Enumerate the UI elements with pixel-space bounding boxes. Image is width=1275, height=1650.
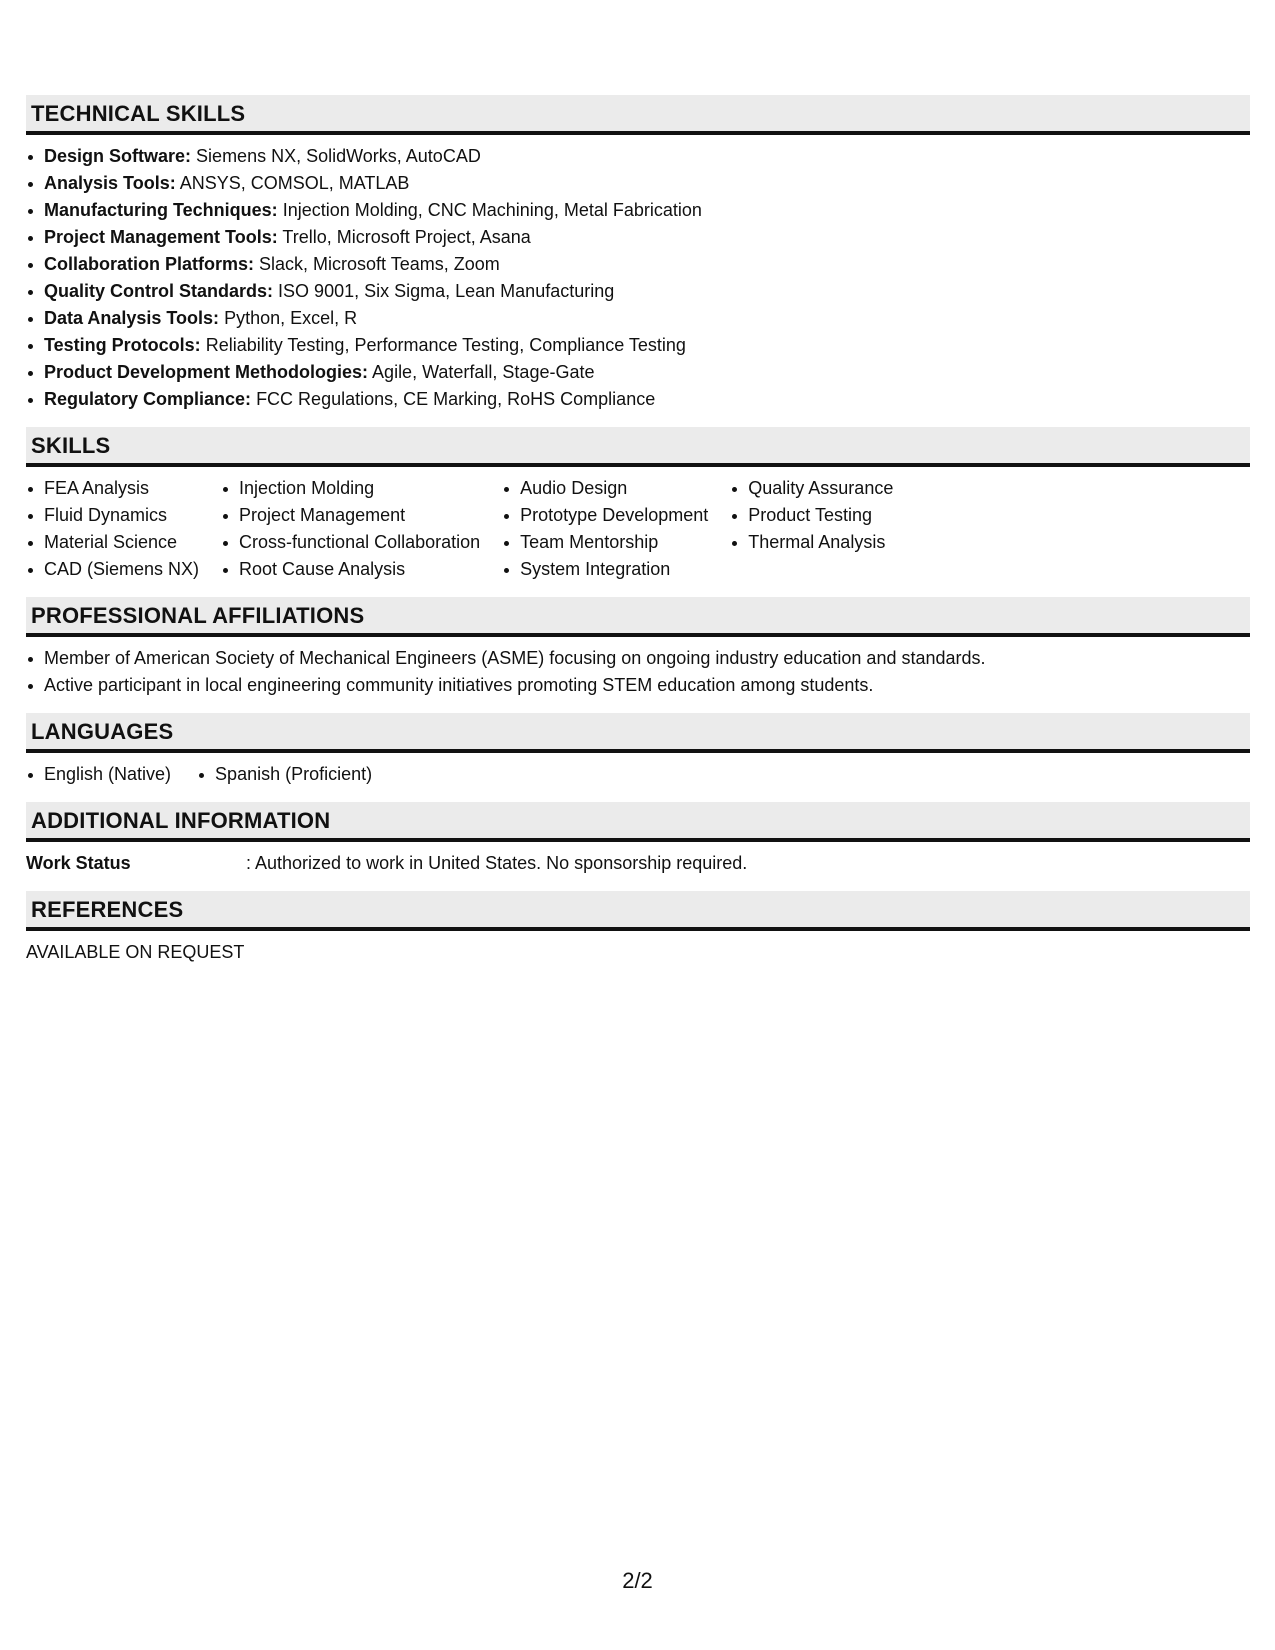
list-item: Team Mentorship	[502, 529, 708, 556]
skill-value: Slack, Microsoft Teams, Zoom	[259, 254, 500, 274]
list-item: Injection Molding	[221, 475, 480, 502]
skills-column	[221, 475, 480, 583]
resume-page	[26, 95, 1250, 980]
skills-column	[502, 475, 708, 583]
list-item	[26, 197, 1250, 224]
list-item	[26, 143, 1250, 170]
skill-value: Reliability Testing, Performance Testing, Compliance Testing	[205, 335, 686, 355]
list-item	[26, 332, 1250, 359]
list-item: English (Native)	[26, 761, 171, 788]
list-item: Material Science	[26, 529, 199, 556]
skill-label: Product Development Methodologies:	[44, 362, 369, 382]
skill-label: Regulatory Compliance:	[44, 389, 252, 409]
skill-label: Testing Protocols:	[44, 335, 201, 355]
skills-heading: SKILLS	[26, 427, 1250, 467]
list-item: FEA Analysis	[26, 475, 199, 502]
list-item: Member of American Society of Mechanical Engineers (ASME) focusing on ongoing industry education and standards.	[26, 645, 1250, 672]
affiliations-heading: PROFESSIONAL AFFILIATIONS	[26, 597, 1250, 637]
list-item: Root Cause Analysis	[221, 556, 480, 583]
skill-value: ANSYS, COMSOL, MATLAB	[179, 173, 410, 193]
technical-skills-section	[26, 95, 1250, 413]
list-item: Quality Assurance	[730, 475, 893, 502]
list-item	[26, 359, 1250, 386]
skills-section	[26, 427, 1250, 583]
list-item: Active participant in local engineering community initiatives promoting STEM education among students.	[26, 672, 1250, 699]
skill-value: FCC Regulations, CE Marking, RoHS Compliance	[256, 389, 656, 409]
skills-column	[26, 475, 199, 583]
technical-skills-heading: TECHNICAL SKILLS	[26, 95, 1250, 135]
list-item	[26, 386, 1250, 413]
skill-label: Collaboration Platforms:	[44, 254, 255, 274]
list-item: System Integration	[502, 556, 708, 583]
references-section	[26, 891, 1250, 966]
skill-value: Siemens NX, SolidWorks, AutoCAD	[196, 146, 481, 166]
list-item: Project Management	[221, 502, 480, 529]
languages-heading: LANGUAGES	[26, 713, 1250, 753]
list-item	[26, 251, 1250, 278]
skill-value: Trello, Microsoft Project, Asana	[282, 227, 531, 247]
references-text: AVAILABLE ON REQUEST	[26, 942, 245, 962]
list-item: Product Testing	[730, 502, 893, 529]
technical-skills-list	[26, 143, 1250, 413]
list-item: Prototype Development	[502, 502, 708, 529]
list-item: Fluid Dynamics	[26, 502, 199, 529]
work-status-value: : Authorized to work in United States. No sponsorship required.	[246, 853, 748, 873]
skill-value: Injection Molding, CNC Machining, Metal Fabrication	[282, 200, 702, 220]
additional-info-section	[26, 802, 1250, 877]
list-item	[26, 170, 1250, 197]
list-item: Spanish (Proficient)	[197, 761, 372, 788]
list-item: Cross-functional Collaboration	[221, 529, 480, 556]
references-heading: REFERENCES	[26, 891, 1250, 931]
languages-list	[26, 761, 1250, 788]
skill-value: Python, Excel, R	[224, 308, 358, 328]
skill-label: Analysis Tools:	[44, 173, 176, 193]
list-item: Thermal Analysis	[730, 529, 893, 556]
work-status-label: Work Status	[26, 853, 131, 873]
languages-section	[26, 713, 1250, 788]
list-item	[26, 278, 1250, 305]
work-status-row	[26, 850, 1250, 877]
affiliations-section	[26, 597, 1250, 699]
list-item: CAD (Siemens NX)	[26, 556, 199, 583]
affiliations-list	[26, 645, 1250, 699]
page-number: 2/2	[622, 1568, 653, 1593]
skills-grid	[26, 475, 1250, 583]
skill-label: Data Analysis Tools:	[44, 308, 220, 328]
list-item	[26, 305, 1250, 332]
skill-value: Agile, Waterfall, Stage-Gate	[372, 362, 595, 382]
skills-column	[730, 475, 893, 583]
skill-label: Manufacturing Techniques:	[44, 200, 278, 220]
additional-info-heading: ADDITIONAL INFORMATION	[26, 802, 1250, 842]
skill-label: Quality Control Standards:	[44, 281, 274, 301]
skill-value: ISO 9001, Six Sigma, Lean Manufacturing	[278, 281, 615, 301]
skill-label: Design Software:	[44, 146, 192, 166]
list-item: Audio Design	[502, 475, 708, 502]
skill-label: Project Management Tools:	[44, 227, 278, 247]
list-item	[26, 224, 1250, 251]
